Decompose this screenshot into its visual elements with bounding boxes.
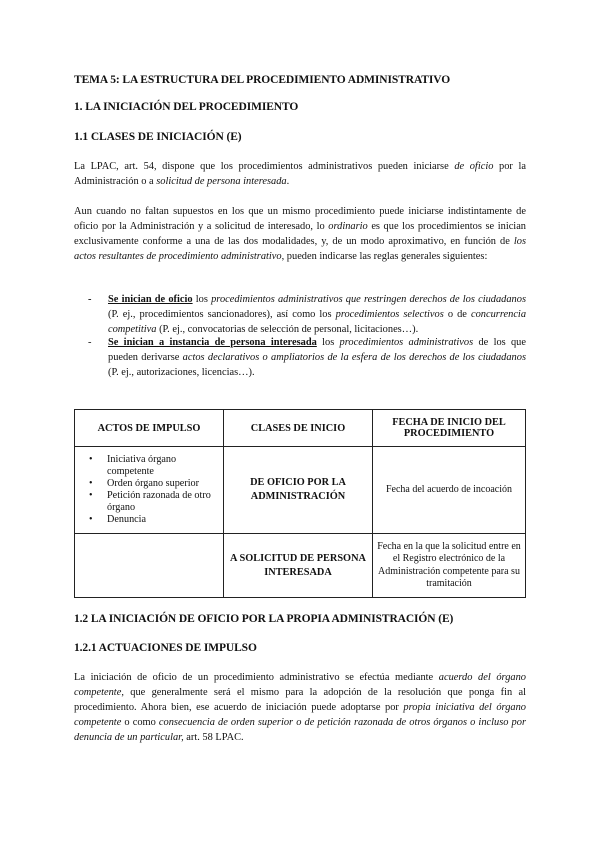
initiation-table xyxy=(74,409,526,598)
list-item: • Orden órgano superior xyxy=(107,478,219,490)
dash-bullet-icon: - xyxy=(88,337,92,348)
list-item: - Se inician a instancia de persona interesada los procedimientos administrativos de los que pueden derivarse actos declarativos o ampliatorios de la esfera de los derechos de los ciudadanos (P. ej., autorizaciones, licencias…). xyxy=(88,337,526,378)
list-item: • Iniciativa órgano competente xyxy=(107,454,219,478)
paragraph-3: La iniciación de oficio de un procedimiento administrativo se efectúa mediante acuerdo del órgano competente, que generalmente será el mismo para la adopción de la resolución que ponga fin al procedimiento. Ahora bien, ese acuerdo de iniciación puede adoptarse por propia iniciativa del órgano competente o como consecuencia de orden superior o de petición razonada de otros órganos o incluso por denuncia de un particular, art. 58 LPAC. xyxy=(74,672,526,743)
section-heading-1-2: 1.2 LA INICIACIÓN DE OFICIO POR LA PROPIA ADMINISTRACIÓN (E) xyxy=(74,613,454,625)
paragraph-2: Aun cuando no faltan supuestos en los que un mismo procedimiento puede iniciarse indistintamente de oficio por la Administración y a solicitud de interesado, lo ordinario es que los procedimientos se inician exclusivamente conforme a una de las dos modalidades, y, de un modo aproximativo, en función de los actos resultantes de procedimiento administrativo, pueden indicarse las reglas generales siguientes: xyxy=(74,206,527,262)
cell-acts-list xyxy=(75,447,224,534)
cell-clase-oficio: DE OFICIO POR LA ADMINISTRACIÓN xyxy=(224,447,373,534)
list-item: • Petición razonada de otro órgano xyxy=(107,490,219,514)
paragraph-1: La LPAC, art. 54, dispone que los procedimientos administrativos pueden iniciarse de oficio por la Administración o a solicitud de persona interesada. xyxy=(74,161,526,187)
list-item: - Se inician de oficio los procedimientos administrativos que restringen derechos de los ciudadanos (P. ej., procedimientos sancionadores), así como los procedimientos selectivos o de concurrencia competitiva (P. ej., convocatorias de selección de personal, licitaciones…). xyxy=(88,294,527,335)
cell-fecha-solicitud: Fecha en la que la solicitud entre en el Registro electrónico de la Administración competente para su tramitación xyxy=(373,534,526,598)
table-row xyxy=(75,447,526,534)
list-item: • Denuncia xyxy=(107,514,219,526)
dash-bullet-icon: - xyxy=(88,294,92,305)
table-row xyxy=(75,534,526,598)
document-title: TEMA 5: LA ESTRUCTURA DEL PROCEDIMIENTO ADMINISTRATIVO xyxy=(74,74,451,86)
header-fecha: FECHA DE INICIO DEL PROCEDIMIENTO xyxy=(373,410,526,447)
section-heading-1: 1. LA INICIACIÓN DEL PROCEDIMIENTO xyxy=(74,101,299,113)
header-actos: ACTOS DE IMPULSO xyxy=(75,410,224,447)
table-header-row xyxy=(75,410,526,447)
section-heading-1-1: 1.1 CLASES DE INICIACIÓN (E) xyxy=(74,131,242,143)
cell-fecha-oficio: Fecha del acuerdo de incoación xyxy=(373,447,526,534)
section-heading-1-2-1: 1.2.1 ACTUACIONES DE IMPULSO xyxy=(74,642,257,654)
cell-clase-solicitud: A SOLICITUD DE PERSONA INTERESADA xyxy=(224,534,373,598)
cell-empty xyxy=(75,534,224,598)
header-clases: CLASES DE INICIO xyxy=(224,410,373,447)
